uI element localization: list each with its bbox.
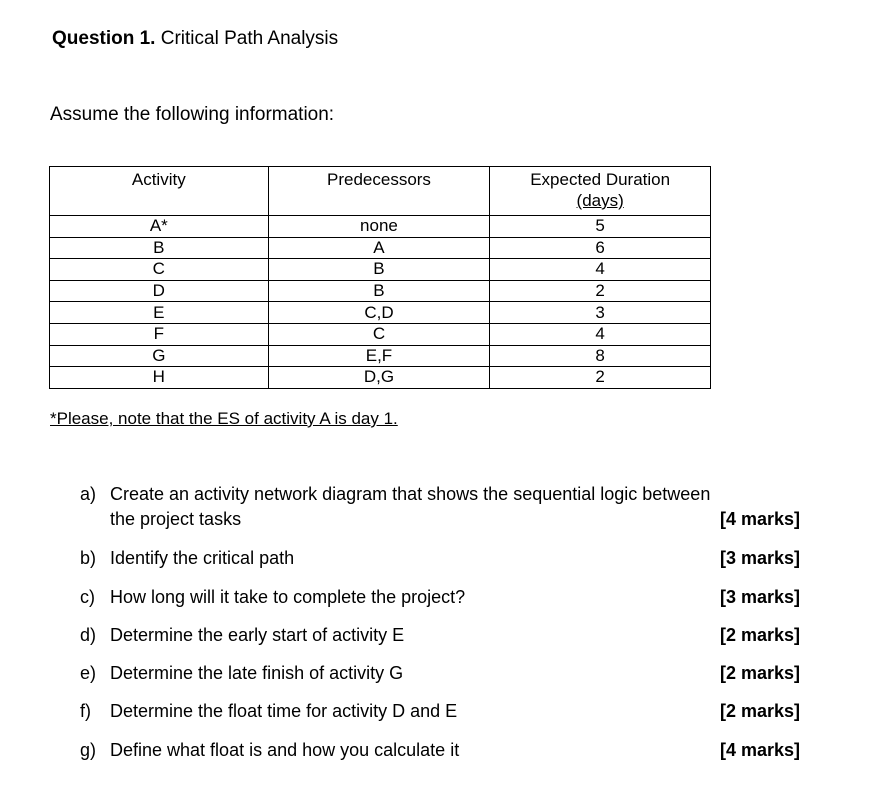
question-c-label: c) [80,587,95,607]
activity-table [49,166,711,389]
header-duration [490,167,711,216]
cell-predecessors: B [268,280,490,302]
question-g-text: Define what float is and how you calculate it [110,740,460,760]
question-a-text-line1: Create an activity network diagram that shows the sequential logic between [110,484,711,504]
cell-duration: 5 [490,216,711,238]
question-c [80,587,800,611]
question-g-marks: [4 marks] [719,740,800,760]
cell-predecessors: A [268,237,490,259]
table-header-row [50,167,711,216]
question-a-label: a) [80,484,97,504]
question-f-text: Determine the float time for activity D and E [110,701,458,721]
cell-activity: H [50,367,269,389]
question-b-text: Identify the critical path [110,548,295,568]
table-row [50,216,711,238]
question-f-marks: [2 marks] [719,701,800,721]
question-g [80,740,800,764]
table-row [50,237,711,259]
question-b-marks: [3 marks] [719,548,800,568]
table-row [50,280,711,302]
cell-duration: 2 [490,280,711,302]
cell-duration: 4 [490,259,711,281]
cell-predecessors: none [268,216,490,238]
question-b [80,548,800,572]
question-a-text-line2: the project tasks [110,509,242,529]
cell-duration: 8 [490,345,711,367]
footnote: *Please, note that the ES of activity A is day 1. [50,409,398,428]
question-d [80,625,800,649]
table-row [50,323,711,345]
question-e-marks: [2 marks] [719,663,800,683]
cell-activity: C [50,259,269,281]
table-row [50,367,711,389]
table-row [50,345,711,367]
cell-activity: D [50,280,269,302]
question-c-marks: [3 marks] [719,587,800,607]
cell-predecessors: B [268,259,490,281]
table-row [50,259,711,281]
header-duration-line2: (days) [576,191,624,210]
cell-duration: 2 [490,367,711,389]
cell-activity: A* [50,216,269,238]
table-row [50,302,711,324]
question-title: Critical Path Analysis [160,28,339,49]
question-g-label: g) [80,740,97,760]
cell-duration: 4 [490,323,711,345]
intro-text: Assume the following information: [50,104,335,125]
question-b-label: b) [80,548,97,568]
question-f [80,701,800,725]
header-duration-line1: Expected Duration [530,170,671,189]
question-e-label: e) [80,663,97,683]
question-a [80,484,800,534]
cell-activity: G [50,345,269,367]
question-e-text: Determine the late finish of activity G [110,663,404,683]
cell-activity: B [50,237,269,259]
header-activity: Activity [50,167,269,216]
cell-duration: 6 [490,237,711,259]
cell-predecessors: D,G [268,367,490,389]
cell-predecessors: E,F [268,345,490,367]
cell-activity: F [50,323,269,345]
question-a-marks: [4 marks] [719,509,800,529]
cell-activity: E [50,302,269,324]
question-c-text: How long will it take to complete the project? [110,587,466,607]
question-d-label: d) [80,625,97,645]
question-f-label: f) [80,701,91,721]
header-predecessors: Predecessors [268,167,490,216]
question-heading [52,28,338,50]
question-d-marks: [2 marks] [719,625,800,645]
question-d-text: Determine the early start of activity E [110,625,405,645]
cell-duration: 3 [490,302,711,324]
question-e [80,663,800,687]
question-label: Question 1. [52,28,156,49]
cell-predecessors: C,D [268,302,490,324]
cell-predecessors: C [268,323,490,345]
